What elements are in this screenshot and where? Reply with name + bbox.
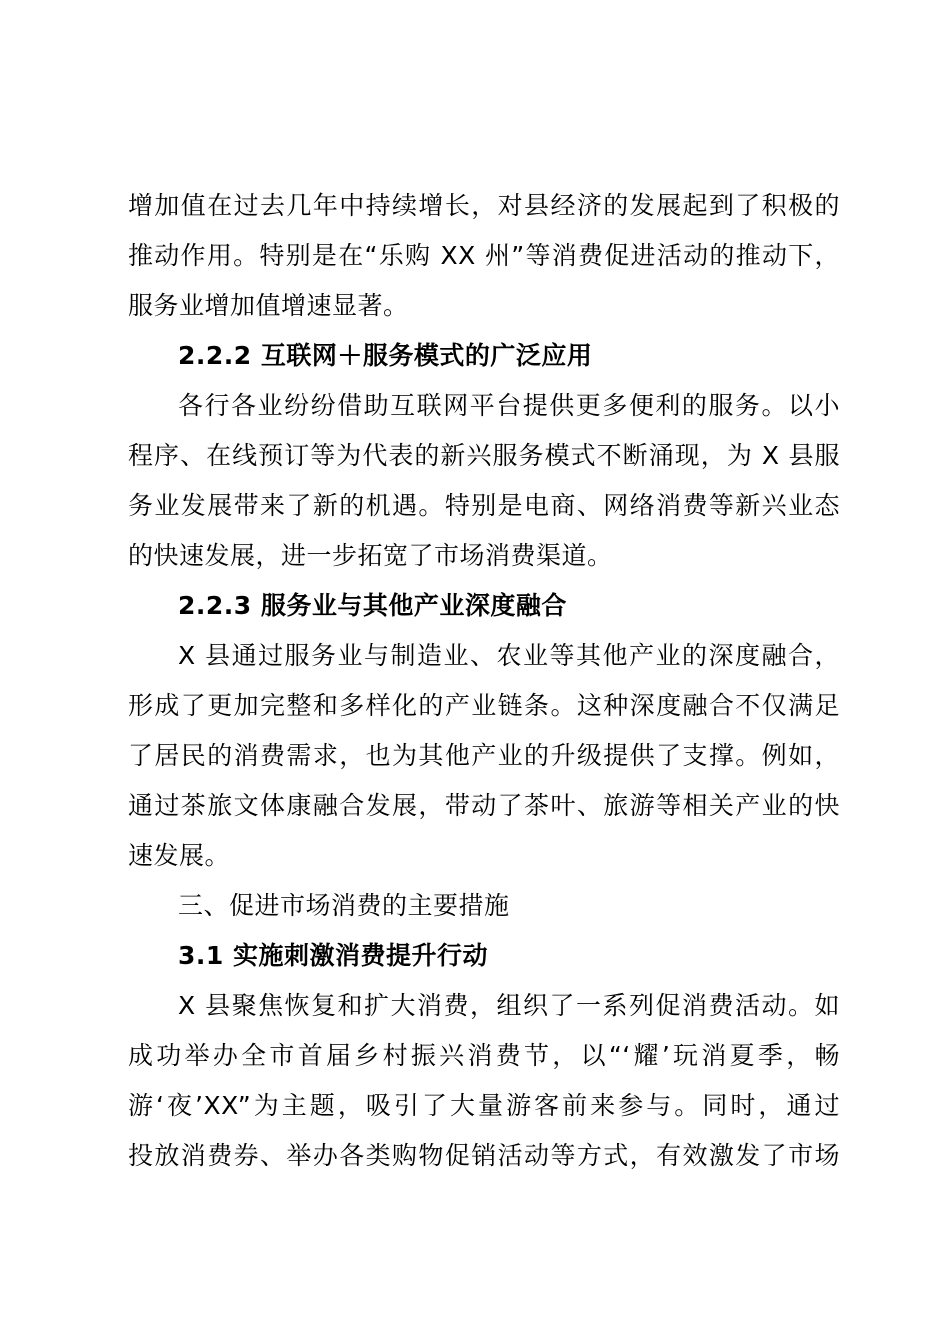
chapter-heading: 三、促进市场消费的主要措施	[178, 891, 510, 920]
paragraph-line: 推动作用。特别是在“乐购 XX 州”等消费促进活动的推动下，	[128, 241, 840, 270]
paragraph-line: 投放消费券、举办各类购物促销活动等方式，有效激发了市场	[128, 1141, 840, 1170]
paragraph-line: 务业发展带来了新的机遇。特别是电商、网络消费等新兴业态	[128, 491, 840, 520]
paragraph-line: X 县聚焦恢复和扩大消费，组织了一系列促消费活动。如	[178, 991, 840, 1020]
section-heading: 2.2.2 互联网＋服务模式的广泛应用	[178, 341, 593, 370]
paragraph-line: 游‘夜’XX”为主题，吸引了大量游客前来参与。同时，通过	[128, 1091, 840, 1120]
paragraph-line: 增加值在过去几年中持续增长，对县经济的发展起到了积极的	[128, 191, 840, 220]
section-heading: 2.2.3 服务业与其他产业深度融合	[178, 591, 567, 620]
paragraph-line: 通过茶旅文体康融合发展，带动了茶叶、旅游等相关产业的快	[128, 791, 840, 820]
paragraph-line: 各行各业纷纷借助互联网平台提供更多便利的服务。以小	[178, 391, 840, 420]
paragraph-line: 形成了更加完整和多样化的产业链条。这种深度融合不仅满足	[128, 691, 840, 720]
section-heading: 3.1 实施刺激消费提升行动	[178, 941, 488, 970]
paragraph-line: 速发展。	[128, 841, 231, 870]
paragraph-line: 成功举办全市首届乡村振兴消费节，以“‘耀’玩消夏季，畅	[128, 1041, 840, 1070]
paragraph-line: 程序、在线预订等为代表的新兴服务模式不断涌现，为 X 县服	[128, 441, 840, 470]
paragraph-line: 服务业增加值增速显著。	[128, 291, 409, 320]
paragraph-line: 了居民的消费需求，也为其他产业的升级提供了支撑。例如，	[128, 741, 840, 770]
paragraph-line: X 县通过服务业与制造业、农业等其他产业的深度融合，	[178, 641, 840, 670]
paragraph-line: 的快速发展，进一步拓宽了市场消费渠道。	[128, 541, 613, 570]
